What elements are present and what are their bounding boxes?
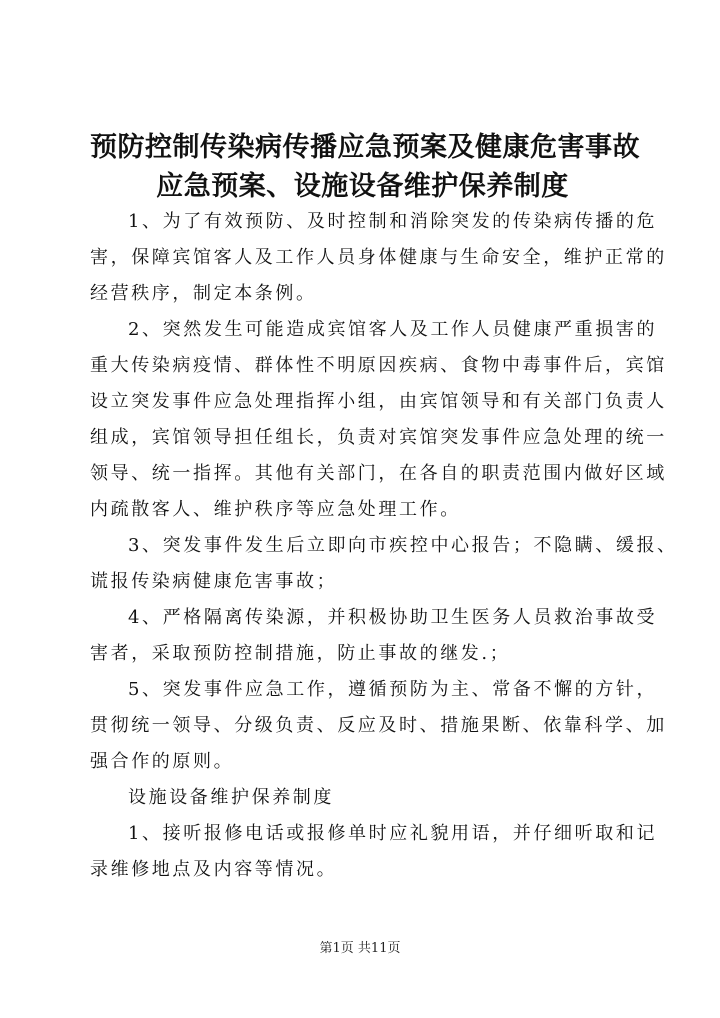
paragraph-4	[90, 600, 658, 672]
paragraph-line: 害者，采取预防控制措施，防止事故的继发.；	[90, 643, 511, 664]
paragraph-line: 强合作的原则。	[90, 751, 235, 772]
paragraph-line: 录维修地点及内容等情况。	[90, 859, 338, 880]
paragraph-line: 贯彻统一领导、分级负责、反应及时、措施果断、依靠科学、加	[90, 715, 667, 736]
section-subheading	[90, 780, 638, 816]
title-line-2: 应急预案、设施设备维护保养制度	[156, 171, 569, 202]
page-number-footer: 第1页 共11页	[319, 941, 401, 956]
document-body	[90, 204, 678, 888]
paragraph-6	[90, 816, 658, 888]
subheading-text: 设施设备维护保养制度	[128, 787, 334, 808]
paragraph-line: 组成，宾馆领导担任组长，负责对宾馆突发事件应急处理的统一	[90, 427, 667, 448]
document-title	[90, 128, 640, 206]
paragraph-line: 4、严格隔离传染源，并积极协助卫生医务人员救治事故受	[128, 607, 658, 628]
paragraph-line: 设立突发事件应急处理指挥小组，由宾馆领导和有关部门负责人	[90, 391, 667, 412]
paragraph-2	[90, 312, 667, 528]
paragraph-line: 谎报传染病健康危害事故；	[90, 571, 338, 592]
paragraph-line: 3、突发事件发生后立即向市疾控中心报告；不隐瞒、缓报、	[128, 535, 678, 556]
paragraph-line: 1、接听报修电话或报修单时应礼貌用语，并仔细听取和记	[128, 823, 658, 844]
paragraph-line: 领导、统一指挥。其他有关部门，在各自的职责范围内做好区域	[90, 463, 667, 484]
paragraph-line: 害，保障宾馆客人及工作人员身体健康与生命安全，维护正常的	[90, 247, 667, 268]
title-line-1: 预防控制传染病传播应急预案及健康危害事故	[90, 132, 640, 163]
paragraph-line: 重大传染病疫情、群体性不明原因疾病、食物中毒事件后，宾馆	[90, 355, 667, 376]
paragraph-1	[90, 204, 667, 312]
paragraph-5	[90, 672, 667, 780]
paragraph-line: 1、为了有效预防、及时控制和消除突发的传染病传播的危	[128, 211, 658, 232]
paragraph-line: 5、突发事件应急工作，遵循预防为主、常备不懈的方针，	[128, 679, 658, 700]
paragraph-line: 内疏散客人、维护秩序等应急处理工作。	[90, 499, 461, 520]
paragraph-line: 经营秩序，制定本条例。	[90, 283, 317, 304]
paragraph-line: 2、突然发生可能造成宾馆客人及工作人员健康严重损害的	[128, 319, 658, 340]
paragraph-3	[90, 528, 678, 600]
